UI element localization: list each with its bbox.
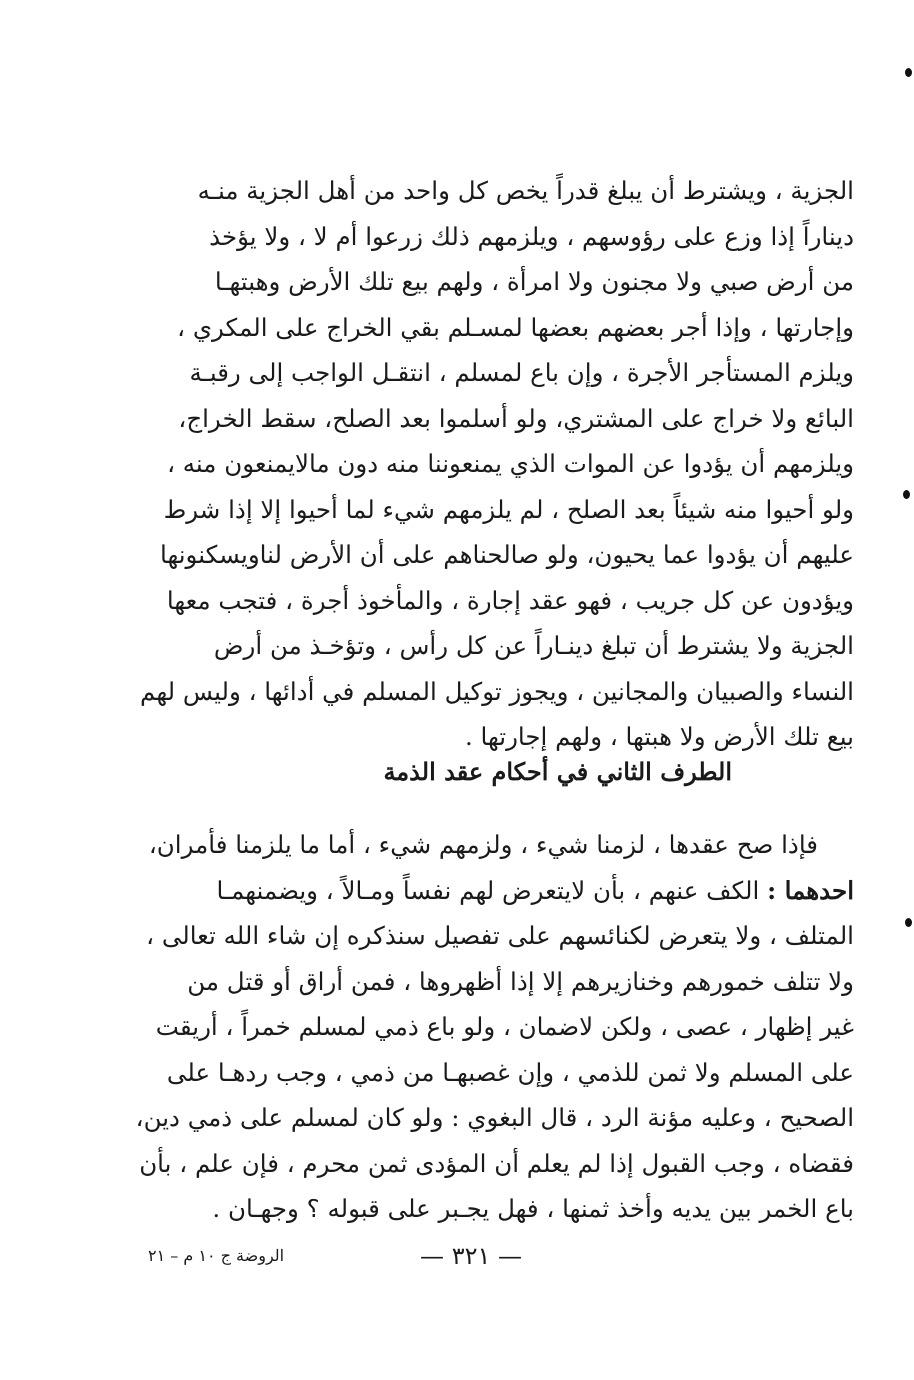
margin-mark-middle [903,490,910,499]
text-line: الجزية ولا يشترط أن تبلغ دينـاراً عن كل رأس ، وتؤخـذ من أرض [213,631,854,660]
text-line: من أرض صبي ولا مجنون ولا امرأة ، ولهم بيع تلك الأرض وهبتهـا [214,267,854,296]
lead-word: احدهما : [767,875,854,905]
text-line: البائع ولا خراج على المشتري، ولو أسلموا بعد الصلح، سقط الخراج، [178,403,854,433]
text-line: ويلزمهم أن يؤدوا عن الموات الذي يمنعوننا منه دون مالايمنعون منه ، [167,449,854,478]
paragraph-kharaj [134,168,854,760]
text-line: النساء والصبيان والمجانين ، ويجوز توكيل المسلم في أدائها ، وليس لهم [140,676,854,706]
text-line: ويؤدون عن كل جريب ، فهو عقد إجارة ، والمأخوذ أجرة ، فتجب معها [166,585,854,615]
section-heading: الطرف الثاني في أحكام عقد الذمة [383,757,732,786]
text-line: باع الخمر بين يديه وأخذ ثمنها ، فهل يجـبر على قبوله ؟ وجهـان . [212,1194,854,1223]
text-line: عليهم أن يؤدوا عما يحيون، ولو صالحناهم على أن الأرض لناويسكنونها [159,540,854,569]
page-footer [0,1238,914,1274]
text-line: على المسلم ولا ثمن للذمي ، وإن غصبهـا من ذمي ، وجب ردهـا على [166,1057,854,1087]
margin-mark-top [905,68,912,77]
margin-mark-bottom [905,918,912,927]
text-line: الصحيح ، وعليه مؤنة الرد ، قال البغوي : ولو كان لمسلم على ذمي دين، [135,1103,854,1132]
text-fragment: الكف عنهم ، بأن لايتعرض لهم نفساً ومـالاً ، ويضمنهمـا [216,875,768,905]
paragraph-dhimma [134,822,854,1232]
text-line: فقضاه ، وجب القبول إذا لم يعلم أن المؤدى ثمن محرم ، فإن علم ، بأن [139,1148,854,1178]
text-line: وإجارتها ، وإذا أجر بعضهم بعضها لمسـلم بقي الخراج على المكري ، [177,312,854,342]
text-line [134,868,854,914]
text-line-last: بيع تلك الأرض ولا هبتها ، ولهم إجارتها . [464,722,854,751]
text-line: ويلزم المستأجر الأجرة ، وإن باع لمسلم ، انتقـل الواجب إلى رقبـة [189,358,854,387]
text-line: ولا تتلف خمورهم وخنازيرهم إلا إذا أظهروها ، فمن أراق أو قتل من [187,966,854,996]
page-number: — ٣٢١ — [420,1242,522,1270]
printer-signature: الروضة ج ١٠ م – ٢١ [148,1246,285,1265]
text-line: الجزية ، ويشترط أن يبلغ قدراً يخص كل واحد من أهل الجزية منـه [197,176,854,205]
text-line-first: فإذا صح عقدها ، لزمنا شيء ، ولزمهم شيء ، أما ما يلزمنا فأمران، [148,830,818,859]
text-line: ولو أحيوا منه شيئاً بعد الصلح ، لم يلزمهم شيء لما أحيوا إلا إذا شرط [163,494,854,524]
text-line: المتلف ، ولا يتعرض لكنائسهم على تفصيل سنذكره إن شاء الله تعالى ، [146,921,854,950]
text-line: ديناراً إذا وزع على رؤوسهم ، ويلزمهم ذلك زرعوا أم لا ، ولا يؤخذ [209,221,854,251]
text-line: غير إظهار ، عصى ، ولكن لاضمان ، ولو باع ذمي لمسلم خمراً ، أريقت [155,1012,854,1041]
